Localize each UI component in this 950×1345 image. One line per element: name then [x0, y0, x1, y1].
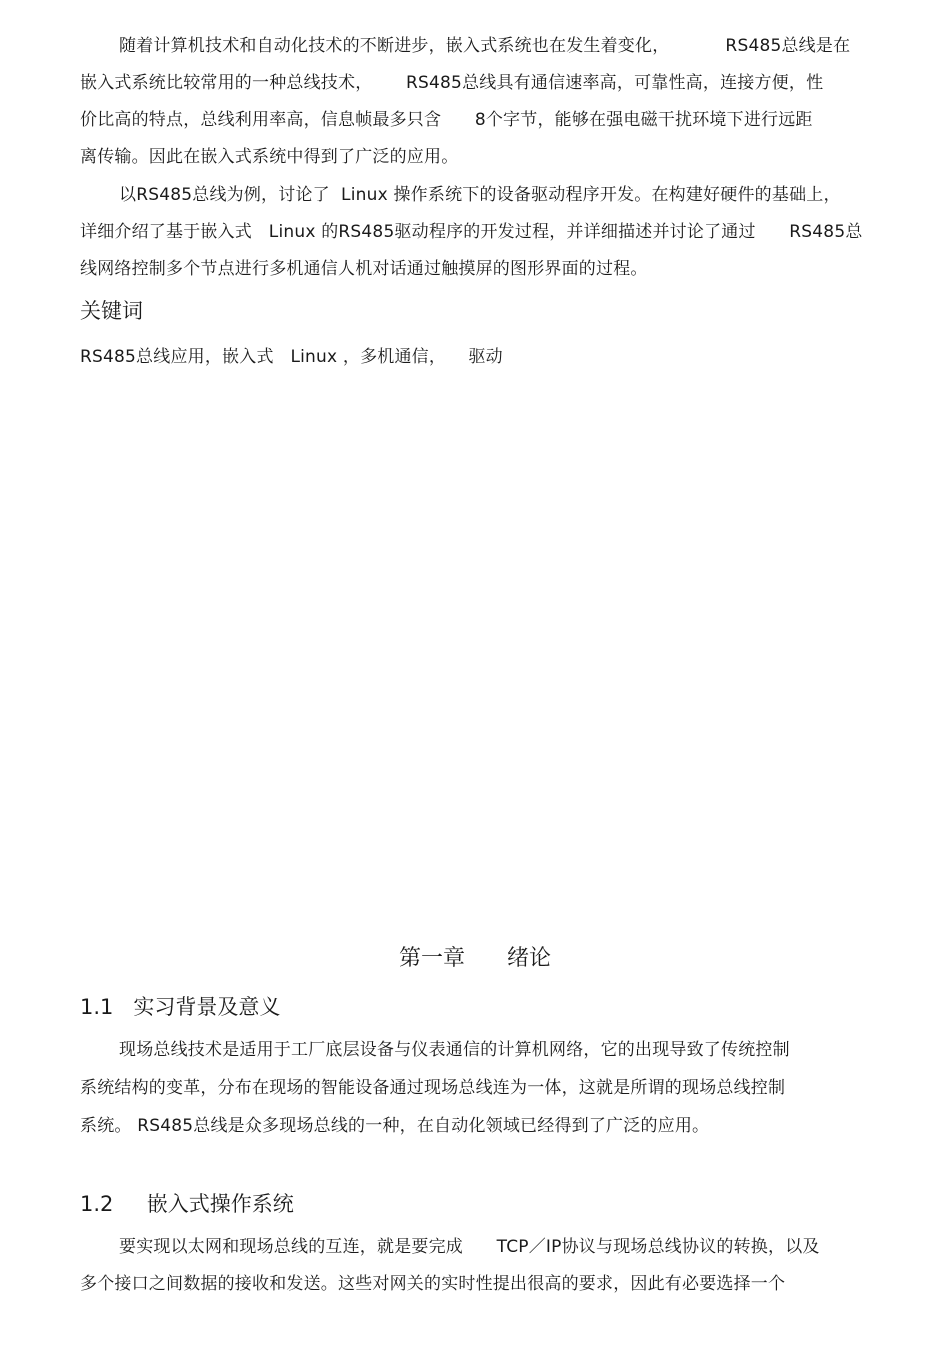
abstract-p1-line-4: 离传输。因此在嵌入式系统中得到了广泛的应用。 — [80, 147, 459, 167]
section-1-1-line-2: 系统结构的变革，分布在现场的智能设备通过现场总线连为一体，这就是所谓的现场总线控制 — [80, 1078, 786, 1098]
keywords-text: RS485总线应用，嵌入式 Linux ，多机通信， 驱动 — [80, 347, 503, 367]
section-1-1-line-3: 系统。 RS485总线是众多现场总线的一种，在自动化领域已经得到了广泛的应用。 — [80, 1116, 710, 1136]
abstract-p1-line-3: 价比高的特点，总线利用率高，信息帧最多只含 8个字节，能够在强电磁干扰环境下进行远距 — [80, 110, 813, 130]
abstract-p2-line-3: 线网络控制多个节点进行多机通信人机对话通过触摸屏的图形界面的过程。 — [80, 259, 648, 279]
section-1-1-line-1: 现场总线技术是适用于工厂底层设备与仪表通信的计算机网络，它的出现导致了传统控制 — [119, 1040, 790, 1060]
chapter-title: 第一章 绪论 — [399, 946, 551, 971]
section-1-2-line-1: 要实现以太网和现场总线的互连，就是要完成 TCP／IP协议与现场总线协议的转换，以及 — [119, 1237, 820, 1257]
section-1-2-heading: 1.2 嵌入式操作系统 — [80, 1192, 294, 1216]
abstract-p1-line-1: 随着计算机技术和自动化技术的不断进步，嵌入式系统也在发生着变化， RS485总线是在 — [119, 36, 851, 56]
section-1-2-line-2: 多个接口之间数据的接收和发送。这些对网关的实时性提出很高的要求，因此有必要选择一个 — [80, 1274, 786, 1294]
keywords-heading: 关键词 — [80, 299, 143, 323]
section-1-1-heading: 1.1 实习背景及意义 — [80, 995, 281, 1019]
abstract-p1-line-2: 嵌入式系统比较常用的一种总线技术， RS485总线具有通信速率高，可靠性高，连接方便，性 — [80, 73, 824, 93]
abstract-p2-line-1: 以RS485总线为例，讨论了 Linux 操作系统下的设备驱动程序开发。在构建好硬件的基础上， — [119, 185, 841, 205]
abstract-p2-line-2: 详细介绍了基于嵌入式 Linux 的RS485驱动程序的开发过程，并详细描述并讨论了通过 RS485总 — [80, 222, 863, 242]
